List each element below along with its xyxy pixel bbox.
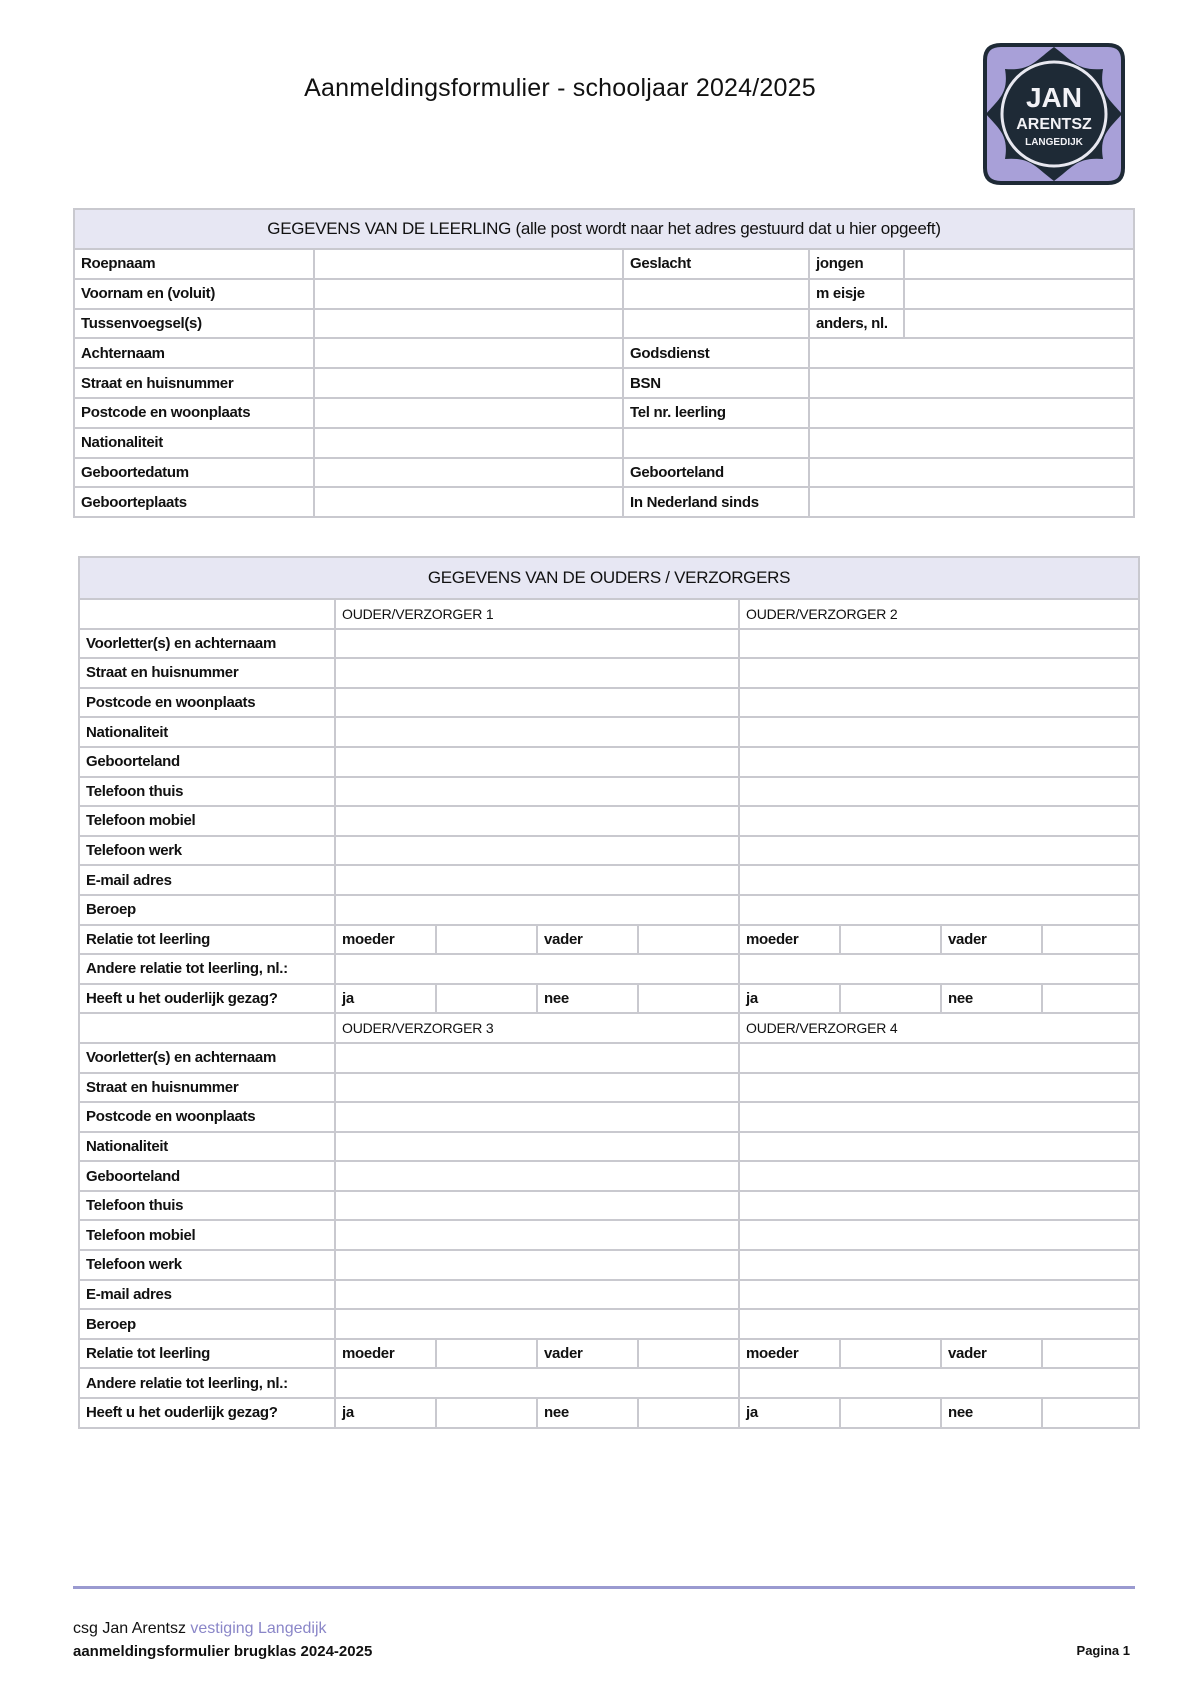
tel-werk-label: Telefoon werk xyxy=(79,1250,335,1280)
parent-1-tel-thuis-field[interactable] xyxy=(335,777,739,807)
parent-1-nee-checkbox[interactable] xyxy=(638,984,739,1014)
parent-3-tel-thuis-field[interactable] xyxy=(335,1191,739,1221)
parent-1-moeder-checkbox[interactable] xyxy=(436,925,537,955)
parent-3-geboorteland-field[interactable] xyxy=(335,1161,739,1191)
parent-4-voorletters-field[interactable] xyxy=(739,1043,1139,1073)
bsn-field[interactable] xyxy=(809,368,1134,398)
voorletters-label: Voorletter(s) en achternaam xyxy=(79,629,335,659)
moeder-label: moeder xyxy=(335,1339,436,1369)
parent-1-nationaliteit-field[interactable] xyxy=(335,717,739,747)
vader-label: vader xyxy=(537,925,638,955)
tel-mobiel-label: Telefoon mobiel xyxy=(79,806,335,836)
parent-3-moeder-checkbox[interactable] xyxy=(436,1339,537,1369)
parent-2-ja-checkbox[interactable] xyxy=(840,984,941,1014)
straat-field[interactable] xyxy=(314,368,623,398)
geboorteplaats-field[interactable] xyxy=(314,487,623,517)
vader-label: vader xyxy=(941,925,1042,955)
parent-1-header: OUDER/VERZORGER 1 xyxy=(335,599,739,629)
voornamen-label: Voornam en (voluit) xyxy=(74,279,314,309)
footer-school xyxy=(73,1620,327,1638)
parent-2-voorletters-field[interactable] xyxy=(739,629,1139,659)
straat-label: Straat en huisnummer xyxy=(74,368,314,398)
meisje-label: m eisje xyxy=(809,279,904,309)
parents-section-header: GEGEVENS VAN DE OUDERS / VERZORGERS xyxy=(79,557,1139,599)
parent-2-postcode-field[interactable] xyxy=(739,688,1139,718)
nationaliteit-label: Nationaliteit xyxy=(79,1132,335,1162)
parent-4-moeder-checkbox[interactable] xyxy=(840,1339,941,1369)
parent-1-straat-field[interactable] xyxy=(335,658,739,688)
parent-4-header: OUDER/VERZORGER 4 xyxy=(739,1013,1139,1043)
parents-table xyxy=(78,556,1140,1429)
parent-4-tel-thuis-field[interactable] xyxy=(739,1191,1139,1221)
parent-1-tel-werk-field[interactable] xyxy=(335,836,739,866)
student-table xyxy=(73,208,1135,518)
moeder-label: moeder xyxy=(739,1339,840,1369)
parent-2-vader-checkbox[interactable] xyxy=(1042,925,1139,955)
gezag-label: Heeft u het ouderlijk gezag? xyxy=(79,984,335,1014)
parent-2-moeder-checkbox[interactable] xyxy=(840,925,941,955)
geboorteplaats-label: Geboorteplaats xyxy=(74,487,314,517)
parent-1-tel-mobiel-field[interactable] xyxy=(335,806,739,836)
moeder-label: moeder xyxy=(739,925,840,955)
geboorteland-label: Geboorteland xyxy=(623,458,809,488)
parent-2-nationaliteit-field[interactable] xyxy=(739,717,1139,747)
parent-1-andere-relatie-field[interactable] xyxy=(335,954,739,984)
tel-leerling-field[interactable] xyxy=(809,398,1134,428)
bsn-label: BSN xyxy=(623,368,809,398)
parent-4-beroep-field[interactable] xyxy=(739,1309,1139,1339)
postcode-field[interactable] xyxy=(314,398,623,428)
nationaliteit-label: Nationaliteit xyxy=(74,428,314,458)
nee-label: nee xyxy=(537,984,638,1014)
parent-3-andere-relatie-field[interactable] xyxy=(335,1368,739,1398)
parent-2-tel-werk-field[interactable] xyxy=(739,836,1139,866)
parent-4-nationaliteit-field[interactable] xyxy=(739,1132,1139,1162)
parent-3-header: OUDER/VERZORGER 3 xyxy=(335,1013,739,1043)
parent-2-geboorteland-field[interactable] xyxy=(739,747,1139,777)
nee-label: nee xyxy=(941,984,1042,1014)
geboortedatum-label: Geboortedatum xyxy=(74,458,314,488)
beroep-label: Beroep xyxy=(79,1309,335,1339)
parent-1-voorletters-field[interactable] xyxy=(335,629,739,659)
vader-label: vader xyxy=(537,1339,638,1369)
parent-4-geboorteland-field[interactable] xyxy=(739,1161,1139,1191)
parent-2-tel-mobiel-field[interactable] xyxy=(739,806,1139,836)
roepnaam-label: Roepnaam xyxy=(74,249,314,279)
parent-1-email-field[interactable] xyxy=(335,865,739,895)
postcode-label: Postcode en woonplaats xyxy=(79,1102,335,1132)
godsdienst-label: Godsdienst xyxy=(623,338,809,368)
footer-location: vestiging Langedijk xyxy=(190,1620,327,1637)
tel-mobiel-label: Telefoon mobiel xyxy=(79,1220,335,1250)
empty-cell xyxy=(79,599,335,629)
parent-2-straat-field[interactable] xyxy=(739,658,1139,688)
ja-label: ja xyxy=(739,984,840,1014)
parent-1-postcode-field[interactable] xyxy=(335,688,739,718)
footer-school-name: csg Jan Arentsz xyxy=(73,1620,186,1637)
straat-label: Straat en huisnummer xyxy=(79,1073,335,1103)
vader-label: vader xyxy=(941,1339,1042,1369)
straat-label: Straat en huisnummer xyxy=(79,658,335,688)
parent-3-vader-checkbox[interactable] xyxy=(638,1339,739,1369)
nederland-sinds-label: In Nederland sinds xyxy=(623,487,809,517)
parent-4-andere-relatie-field[interactable] xyxy=(739,1368,1139,1398)
empty-cell xyxy=(809,428,1134,458)
student-section-header: GEGEVENS VAN DE LEERLING (alle post wordt naar het adres gestuurd dat u hier opgeeft) xyxy=(74,209,1134,249)
parent-1-beroep-field[interactable] xyxy=(335,895,739,925)
svg-text:LANGEDIJK: LANGEDIJK xyxy=(1025,137,1083,148)
school-logo xyxy=(981,41,1128,188)
parent-4-nee-checkbox[interactable] xyxy=(1042,1398,1139,1428)
geslacht-spacer xyxy=(623,309,809,339)
empty-cell xyxy=(623,428,809,458)
geboorteland-label: Geboorteland xyxy=(79,1161,335,1191)
parent-3-straat-field[interactable] xyxy=(335,1073,739,1103)
tel-leerling-label: Tel nr. leerling xyxy=(623,398,809,428)
anders-field[interactable] xyxy=(904,309,1134,339)
relatie-label: Relatie tot leerling xyxy=(79,1339,335,1369)
tussenvoegsel-field[interactable] xyxy=(314,309,623,339)
achternaam-label: Achternaam xyxy=(74,338,314,368)
meisje-field[interactable] xyxy=(904,279,1134,309)
geboorteland-field[interactable] xyxy=(809,458,1134,488)
ja-label: ja xyxy=(335,1398,436,1428)
email-label: E-mail adres xyxy=(79,1280,335,1310)
page-title: Aanmeldingsformulier - schooljaar 2024/2025 xyxy=(304,74,816,102)
parent-2-tel-thuis-field[interactable] xyxy=(739,777,1139,807)
jongen-label: jongen xyxy=(809,249,904,279)
parent-1-vader-checkbox[interactable] xyxy=(638,925,739,955)
nationaliteit-field[interactable] xyxy=(314,428,623,458)
parent-4-tel-werk-field[interactable] xyxy=(739,1250,1139,1280)
footer-doc-name: aanmeldingsformulier brugklas 2024-2025 xyxy=(73,1643,373,1660)
parent-2-header: OUDER/VERZORGER 2 xyxy=(739,599,1139,629)
postcode-label: Postcode en woonplaats xyxy=(79,688,335,718)
gezag-label: Heeft u het ouderlijk gezag? xyxy=(79,1398,335,1428)
tel-werk-label: Telefoon werk xyxy=(79,836,335,866)
svg-text:ARENTSZ: ARENTSZ xyxy=(1016,116,1092,133)
voorletters-label: Voorletter(s) en achternaam xyxy=(79,1043,335,1073)
moeder-label: moeder xyxy=(335,925,436,955)
parent-3-ja-checkbox[interactable] xyxy=(436,1398,537,1428)
geslacht-label: Geslacht xyxy=(623,249,809,279)
andere-relatie-label: Andere relatie tot leerling, nl.: xyxy=(79,1368,335,1398)
tel-thuis-label: Telefoon thuis xyxy=(79,777,335,807)
ja-label: ja xyxy=(739,1398,840,1428)
parent-3-beroep-field[interactable] xyxy=(335,1309,739,1339)
beroep-label: Beroep xyxy=(79,895,335,925)
roepnaam-field[interactable] xyxy=(314,249,623,279)
parent-4-straat-field[interactable] xyxy=(739,1073,1139,1103)
geboortedatum-field[interactable] xyxy=(314,458,623,488)
footer-rule xyxy=(73,1586,1135,1589)
parent-2-nee-checkbox[interactable] xyxy=(1042,984,1139,1014)
parent-1-geboorteland-field[interactable] xyxy=(335,747,739,777)
postcode-label: Postcode en woonplaats xyxy=(74,398,314,428)
svg-text:JAN: JAN xyxy=(1025,82,1083,113)
godsdienst-field[interactable] xyxy=(809,338,1134,368)
parent-3-postcode-field[interactable] xyxy=(335,1102,739,1132)
parent-4-tel-mobiel-field[interactable] xyxy=(739,1220,1139,1250)
parent-3-nationaliteit-field[interactable] xyxy=(335,1132,739,1162)
empty-cell xyxy=(79,1013,335,1043)
geslacht-spacer xyxy=(623,279,809,309)
nederland-sinds-field[interactable] xyxy=(809,487,1134,517)
parent-2-email-field[interactable] xyxy=(739,865,1139,895)
parent-3-nee-checkbox[interactable] xyxy=(638,1398,739,1428)
geboorteland-label: Geboorteland xyxy=(79,747,335,777)
anders-label: anders, nl. xyxy=(809,309,904,339)
parent-3-tel-werk-field[interactable] xyxy=(335,1250,739,1280)
nationaliteit-label: Nationaliteit xyxy=(79,717,335,747)
relatie-label: Relatie tot leerling xyxy=(79,925,335,955)
voornamen-field[interactable] xyxy=(314,279,623,309)
nee-label: nee xyxy=(941,1398,1042,1428)
andere-relatie-label: Andere relatie tot leerling, nl.: xyxy=(79,954,335,984)
parent-2-andere-relatie-field[interactable] xyxy=(739,954,1139,984)
tussenvoegsel-label: Tussenvoegsel(s) xyxy=(74,309,314,339)
parent-4-postcode-field[interactable] xyxy=(739,1102,1139,1132)
parent-3-voorletters-field[interactable] xyxy=(335,1043,739,1073)
email-label: E-mail adres xyxy=(79,865,335,895)
nee-label: nee xyxy=(537,1398,638,1428)
parent-2-beroep-field[interactable] xyxy=(739,895,1139,925)
parent-4-ja-checkbox[interactable] xyxy=(840,1398,941,1428)
page-number: Pagina 1 xyxy=(1076,1643,1130,1658)
parent-3-tel-mobiel-field[interactable] xyxy=(335,1220,739,1250)
achternaam-field[interactable] xyxy=(314,338,623,368)
jongen-field[interactable] xyxy=(904,249,1134,279)
parent-4-vader-checkbox[interactable] xyxy=(1042,1339,1139,1369)
parent-1-ja-checkbox[interactable] xyxy=(436,984,537,1014)
ja-label: ja xyxy=(335,984,436,1014)
parent-4-email-field[interactable] xyxy=(739,1280,1139,1310)
parent-3-email-field[interactable] xyxy=(335,1280,739,1310)
tel-thuis-label: Telefoon thuis xyxy=(79,1191,335,1221)
